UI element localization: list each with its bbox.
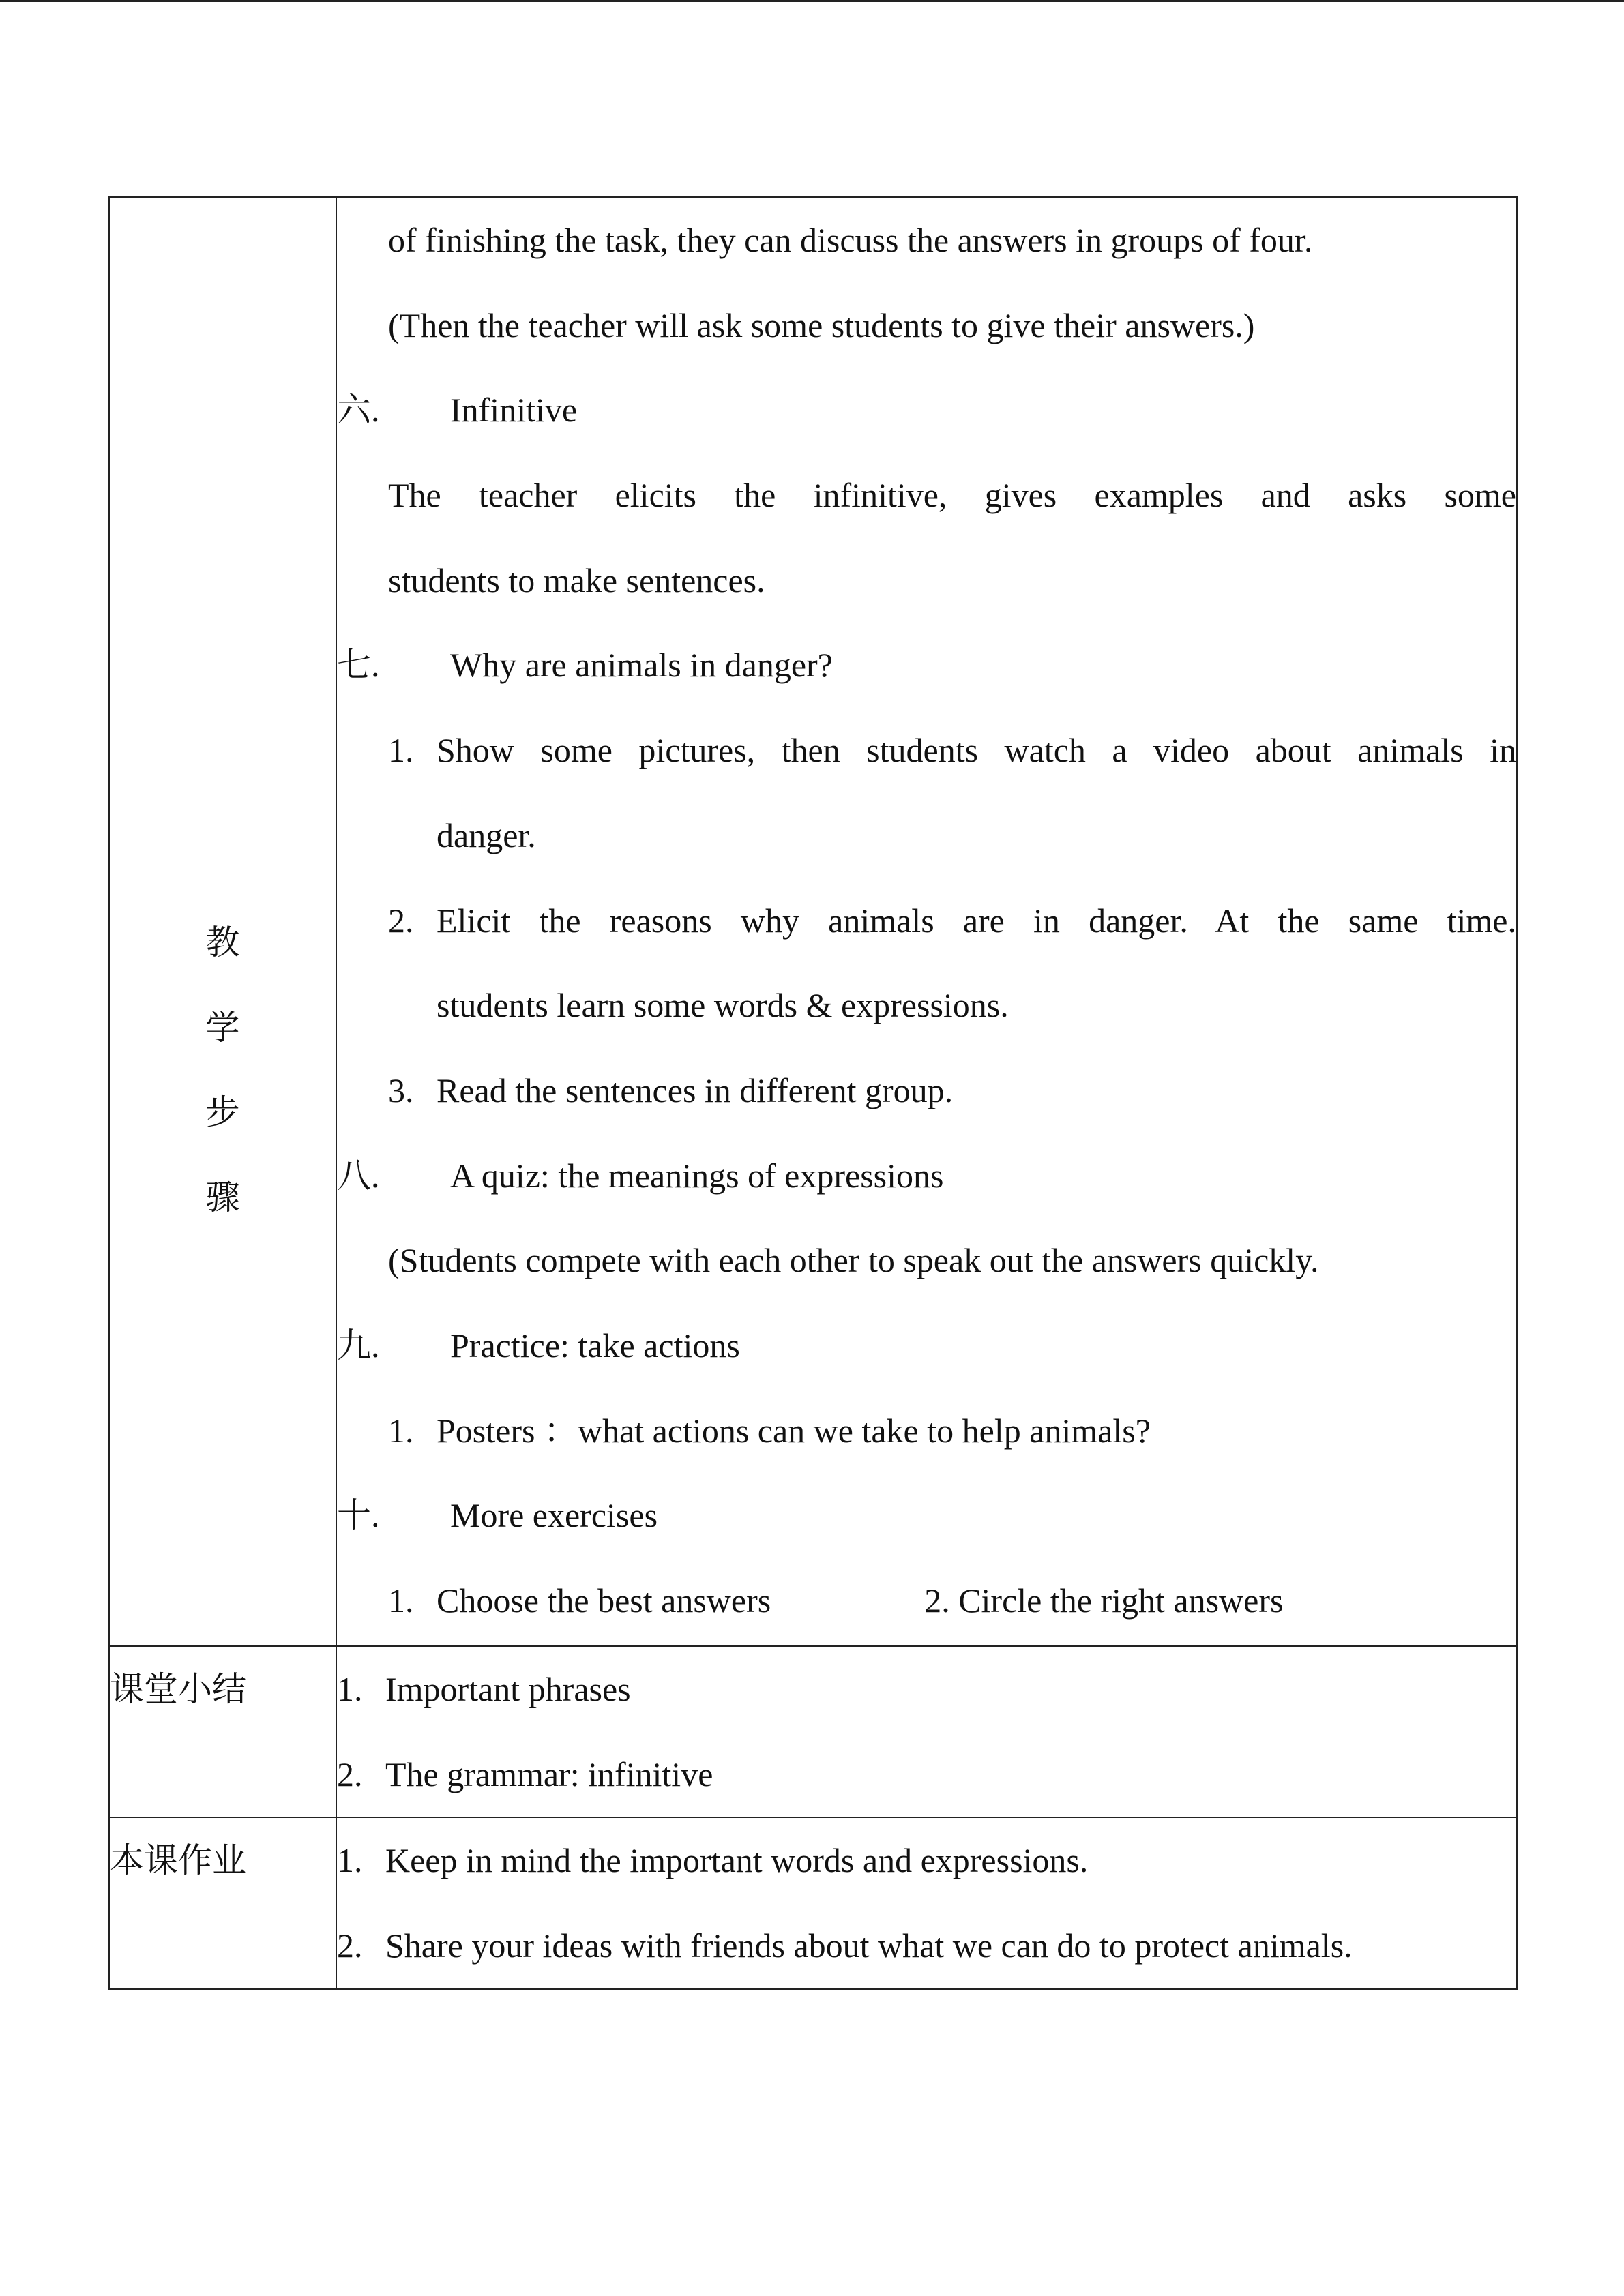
homework-label: 本课作业	[109, 1817, 336, 1988]
summary-label: 课堂小结	[109, 1646, 336, 1817]
list-item: 2. Elicit the reasons why animals are in danger. At the same time.	[388, 901, 1516, 940]
list-item-continuation: danger.	[437, 816, 536, 854]
step-title: Infinitive	[450, 391, 578, 430]
label-char: 骤	[205, 1178, 240, 1217]
step-title: Why are animals in danger?	[450, 646, 833, 685]
list-item: 2. The grammar: infinitive	[337, 1755, 713, 1793]
step-title: A quiz: the meanings of expressions	[450, 1156, 944, 1195]
step-title: More exercises	[450, 1496, 658, 1535]
list-item-second: 2. Circle the right answers	[924, 1581, 1284, 1620]
list-item-continuation: students learn some words & expressions.	[437, 986, 1009, 1025]
continued-text: of finishing the task, they can discuss the answers in groups of four.	[388, 221, 1313, 259]
teaching-steps-label	[110, 900, 336, 1240]
step-paragraph: The teacher elicits the infinitive, gives examples and asks some	[388, 476, 1516, 515]
list-item: 1. Posters ：what actions can we take to help animals?	[388, 1411, 1151, 1450]
list-item: 1. Important phrases	[337, 1670, 631, 1708]
step-number: 八.	[337, 1156, 380, 1195]
list-item: 3. Read the sentences in different group.	[388, 1071, 954, 1109]
list-item: 1. Choose the best answers 2. Circle the right answers	[388, 1581, 1284, 1620]
step-number: 九.	[337, 1326, 380, 1365]
label-char: 步	[205, 1093, 240, 1132]
step-number: 六.	[337, 391, 380, 430]
step-paragraph: students to make sentences.	[388, 561, 765, 599]
summary-content	[336, 1646, 1517, 1817]
homework-content	[336, 1817, 1517, 1988]
label-char: 教	[205, 923, 240, 961]
page-top-border	[0, 0, 1624, 2]
step-paragraph: (Students compete with each other to speak out the answers quickly.	[388, 1241, 1319, 1280]
homework-row	[109, 1817, 1517, 1988]
teaching-steps-content	[336, 197, 1517, 1646]
label-char: 学	[205, 1008, 240, 1047]
summary-row	[109, 1646, 1517, 1817]
continued-text: (Then the teacher will ask some students to give their answers.)	[388, 305, 1255, 344]
list-item: 1. Show some pictures, then students watch a video about animals in	[388, 731, 1516, 770]
teaching-steps-label-cell	[109, 197, 336, 1646]
step-heading-10	[337, 1473, 1516, 1558]
step-heading-6	[337, 368, 1516, 453]
step-number: 七.	[337, 646, 380, 685]
list-item: 1. Keep in mind the important words and expressions.	[337, 1841, 1089, 1880]
step-title: Practice: take actions	[450, 1326, 740, 1365]
lesson-plan-table	[108, 196, 1518, 1990]
step-number: 十.	[337, 1496, 380, 1535]
step-heading-9	[337, 1303, 1516, 1388]
step-heading-7	[337, 623, 1516, 708]
list-item: 2. Share your ideas with friends about what we can do to protect animals.	[337, 1926, 1353, 1965]
step-heading-8	[337, 1133, 1516, 1219]
teaching-steps-row	[109, 197, 1517, 1646]
